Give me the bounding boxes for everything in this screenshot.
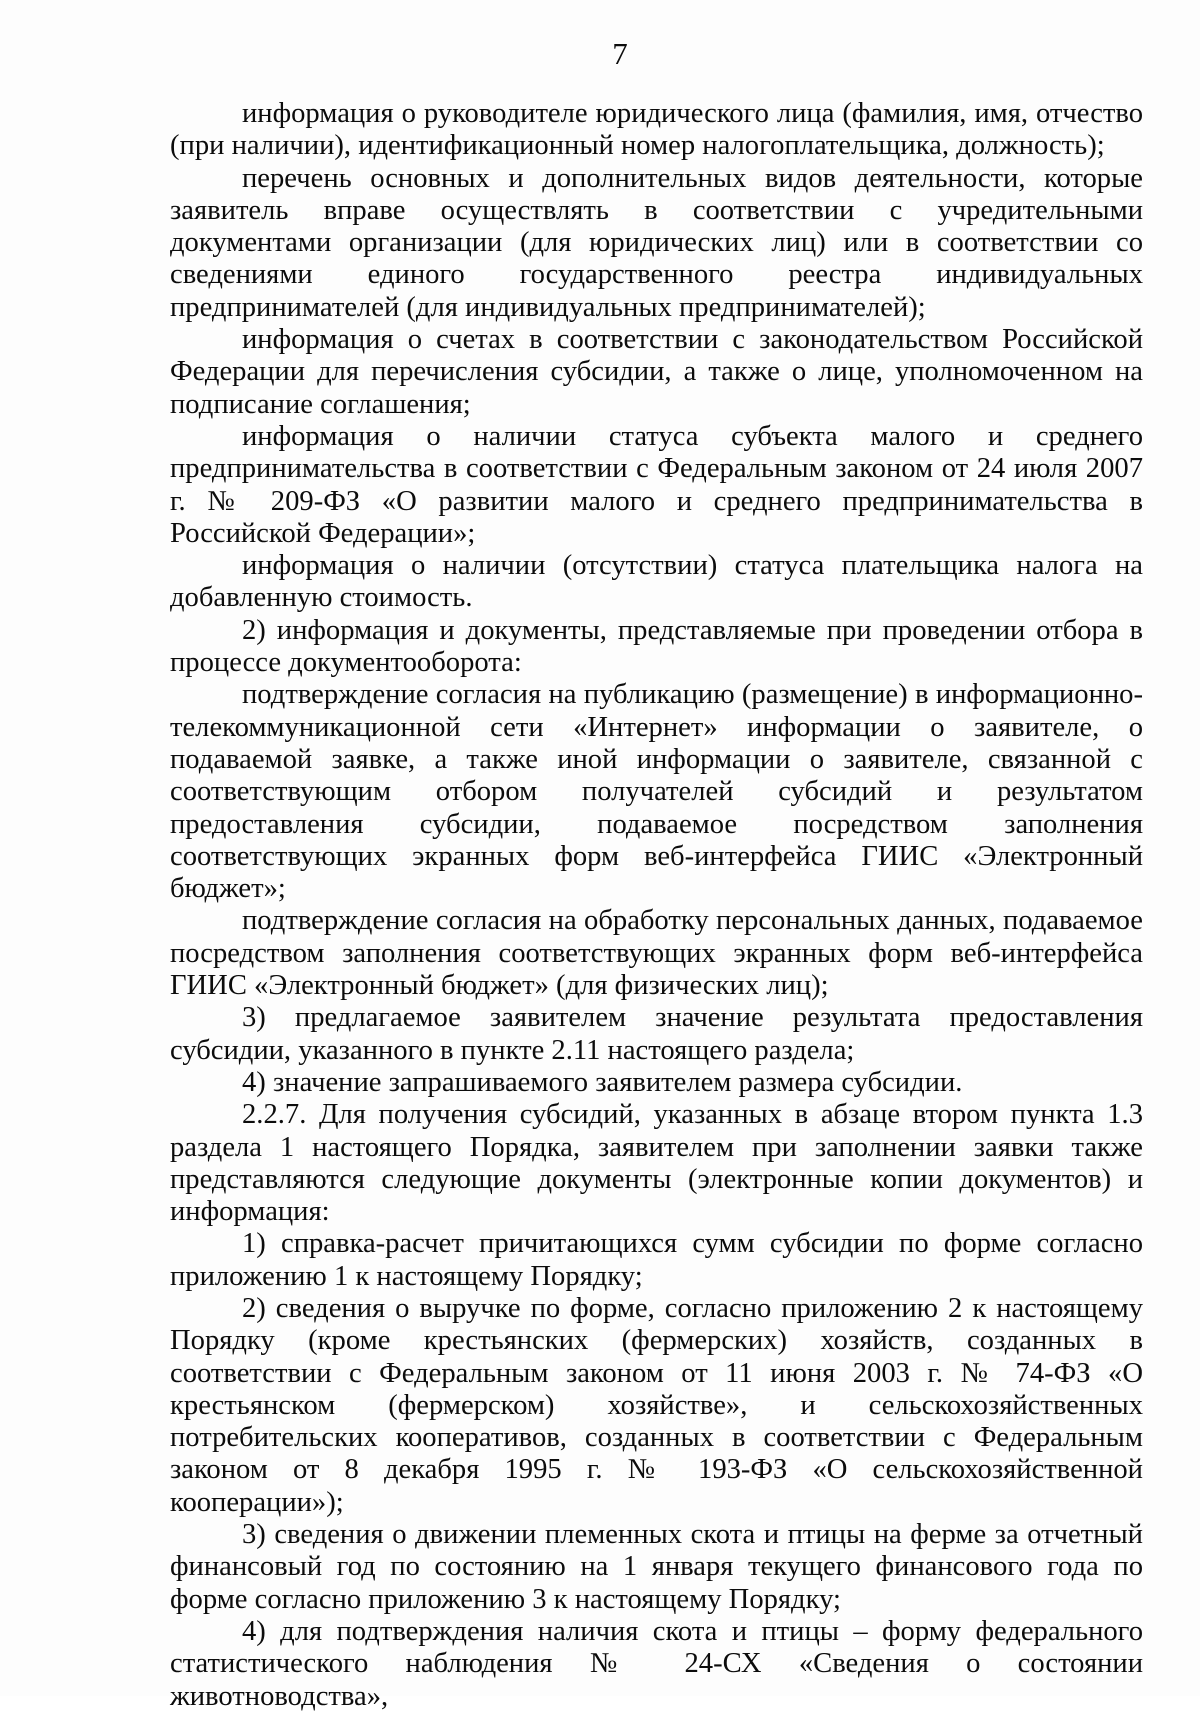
paragraph: информация о руководителе юридического лица (фамилия, имя, отчество (при наличии), идентификационный номер налогоплательщика, должность);	[170, 98, 1143, 162]
paragraph: 2) сведения о выручке по форме, согласно приложению 2 к настоящему Порядку (кроме крестьянских (фермерских) хозяйств, созданных в соответствии с Федеральным законом от 11 июня 2003 г. № 74-ФЗ «О крестьянском (фермерском) хозяйстве», и сельскохозяйственных потребительских кооперативов, созданных в соответствии с Федеральным законом от 8 декабря 1995 г. № 193-ФЗ «О сельскохозяйственной кооперации»);	[170, 1292, 1143, 1518]
page-number: 7	[612, 36, 628, 71]
paragraph: 1) справка-расчет причитающихся сумм субсидии по форме согласно приложению 1 к настоящему Порядку;	[170, 1228, 1143, 1292]
paragraph: 3) сведения о движении племенных скота и птицы на ферме за отчетный финансовый год по состоянию на 1 января текущего финансового года по форме согласно приложению 3 к настоящему Порядку;	[170, 1519, 1143, 1615]
paragraph: подтверждение согласия на публикацию (размещение) в информационно-телекоммуникационной сети «Интернет» информации о заявителе, о подаваемой заявке, а также иной информации о заявителе, связанной с соответствующим отбором получателей субсидий и результатом предоставления субсидии, подаваемое посредством заполнения соответствующих экранных форм веб-интерфейса ГИИС «Электронный бюджет»;	[170, 679, 1143, 905]
paragraph: 2.2.7. Для получения субсидий, указанных в абзаце втором пункта 1.3 раздела 1 настоящего Порядка, заявителем при заполнении заявки также представляются следующие документы (электронные копии документов) и информация:	[170, 1099, 1143, 1228]
paragraph: 4) значение запрашиваемого заявителем размера субсидии.	[242, 1066, 963, 1098]
paragraph: перечень основных и дополнительных видов деятельности, которые заявитель вправе осуществлять в соответствии с учредительными документами организации (для юридических лиц) или в соответствии со сведениями единого государственного реестра индивидуальных предпринимателей (для индивидуальных предпринимателей);	[170, 162, 1143, 323]
paragraph: подтверждение согласия на обработку персональных данных, подаваемое посредством заполнения соответствующих экранных форм веб-интерфейса ГИИС «Электронный бюджет» (для физических лиц);	[170, 905, 1143, 1002]
paragraph: 3) предлагаемое заявителем значение результата предоставления субсидии, указанного в пункте 2.11 настоящего раздела;	[170, 1002, 1143, 1066]
document-body	[170, 98, 1143, 1713]
paragraph: информация о наличии (отсутствии) статуса плательщика налога на добавленную стоимость.	[170, 550, 1143, 614]
paragraph: 2) информация и документы, представляемые при проведении отбора в процессе документооборота:	[170, 614, 1143, 679]
paragraph: информация о счетах в соответствии с законодательством Российской Федерации для перечисления субсидии, а также о лице, уполномоченном на подписание соглашения;	[170, 324, 1143, 420]
paragraph: 4) для подтверждения наличия скота и птицы – форму федерального статистического наблюдения № 24-СХ «Сведения о состоянии животноводства»,	[170, 1615, 1143, 1712]
paragraph: информация о наличии статуса субъекта малого и среднего предпринимательства в соответствии с Федеральным законом от 24 июля 2007 г. № 209-ФЗ «О развитии малого и среднего предпринимательства в Российской Федерации»;	[170, 420, 1143, 549]
